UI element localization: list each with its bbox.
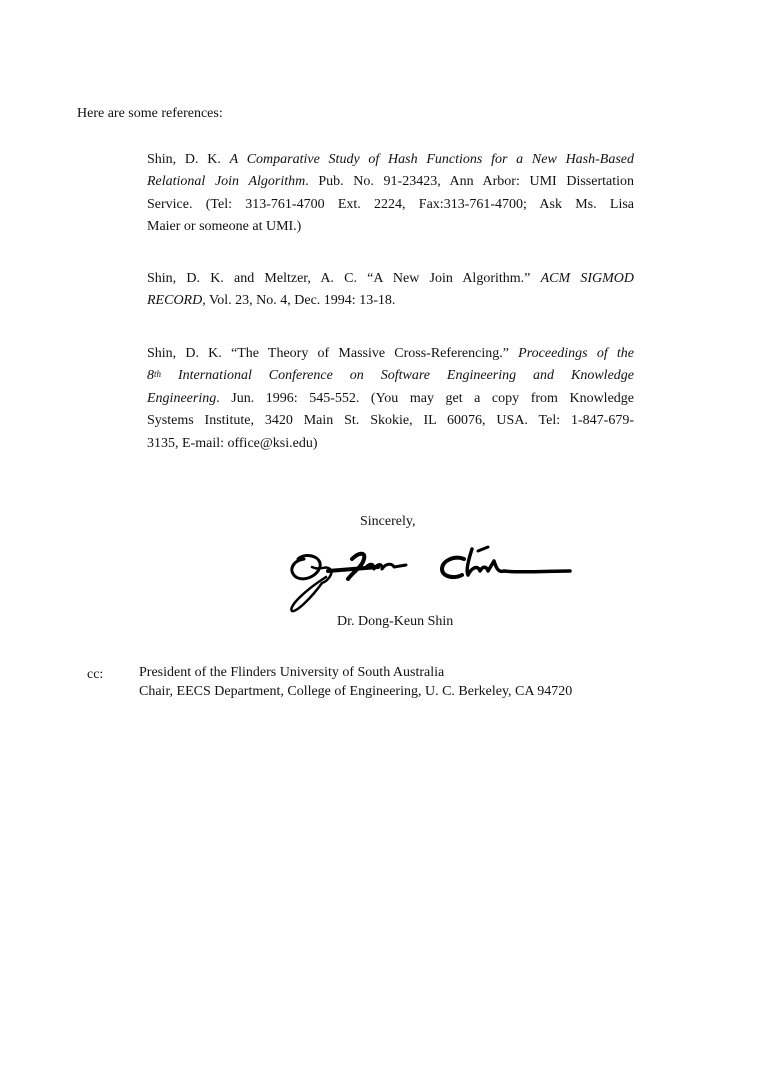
cc-recipient: Chair, EECS Department, College of Engineering, U. C. Berkeley, CA 94720 bbox=[139, 684, 573, 699]
italic-text: International Conference on Software Engineering and Knowledge bbox=[161, 368, 634, 384]
text: . Jun. 1996: 545-552. (You may get a copy from Knowledge bbox=[216, 390, 634, 406]
reference-line bbox=[147, 365, 634, 387]
signature bbox=[282, 537, 572, 617]
text: . Pub. No. 91-23423, Ann Arbor: UMI Dissertation bbox=[305, 174, 634, 190]
reference-1 bbox=[147, 149, 634, 239]
text: Shin, D. K. bbox=[147, 152, 230, 167]
reference-3 bbox=[147, 343, 634, 455]
text: Shin, D. K. “The Theory of Massive Cross-Referencing.” bbox=[147, 346, 519, 361]
italic-text: 8 bbox=[147, 368, 154, 384]
text: Maier or someone at UMI.) bbox=[147, 219, 302, 235]
reference-line bbox=[147, 433, 634, 455]
reference-line bbox=[147, 343, 634, 365]
intro-text: Here are some references: bbox=[77, 106, 223, 121]
reference-line bbox=[147, 216, 634, 238]
italic-text: ACM SIGMOD bbox=[540, 271, 634, 286]
closing: Sincerely, bbox=[360, 514, 416, 529]
italic-text: Proceedings of the bbox=[518, 346, 635, 361]
reference-line bbox=[147, 388, 634, 410]
italic-text: Relational Join Algorithm bbox=[147, 174, 306, 190]
reference-line bbox=[147, 149, 634, 171]
text: 3135, E-mail: office@ksi.edu) bbox=[147, 435, 318, 451]
italic-text: Engineering bbox=[147, 390, 217, 406]
cc-label: cc: bbox=[87, 667, 104, 682]
text: , Vol. 23, No. 4, Dec. 1994: 13-18. bbox=[202, 293, 396, 309]
text: Shin, D. K. and Meltzer, A. C. “A New Join Algorithm.” bbox=[147, 271, 541, 286]
signer-name: Dr. Dong-Keun Shin bbox=[337, 614, 454, 629]
text: Systems Institute, 3420 Main St. Skokie, IL 60076, USA. Tel: 1-847-679- bbox=[147, 413, 634, 429]
reference-line bbox=[147, 268, 634, 290]
italic-text: th bbox=[154, 369, 162, 380]
italic-text: RECORD bbox=[147, 293, 203, 309]
italic-text: A Comparative Study of Hash Functions for a New Hash-Based bbox=[229, 152, 635, 167]
reference-line bbox=[147, 194, 634, 216]
text: Service. (Tel: 313-761-4700 Ext. 2224, Fax:313-761-4700; Ask Ms. Lisa bbox=[147, 196, 634, 212]
reference-line bbox=[147, 410, 634, 432]
reference-2 bbox=[147, 268, 634, 313]
cc-recipient: President of the Flinders University of South Australia bbox=[139, 665, 445, 680]
reference-line bbox=[147, 290, 634, 312]
reference-line bbox=[147, 171, 634, 193]
